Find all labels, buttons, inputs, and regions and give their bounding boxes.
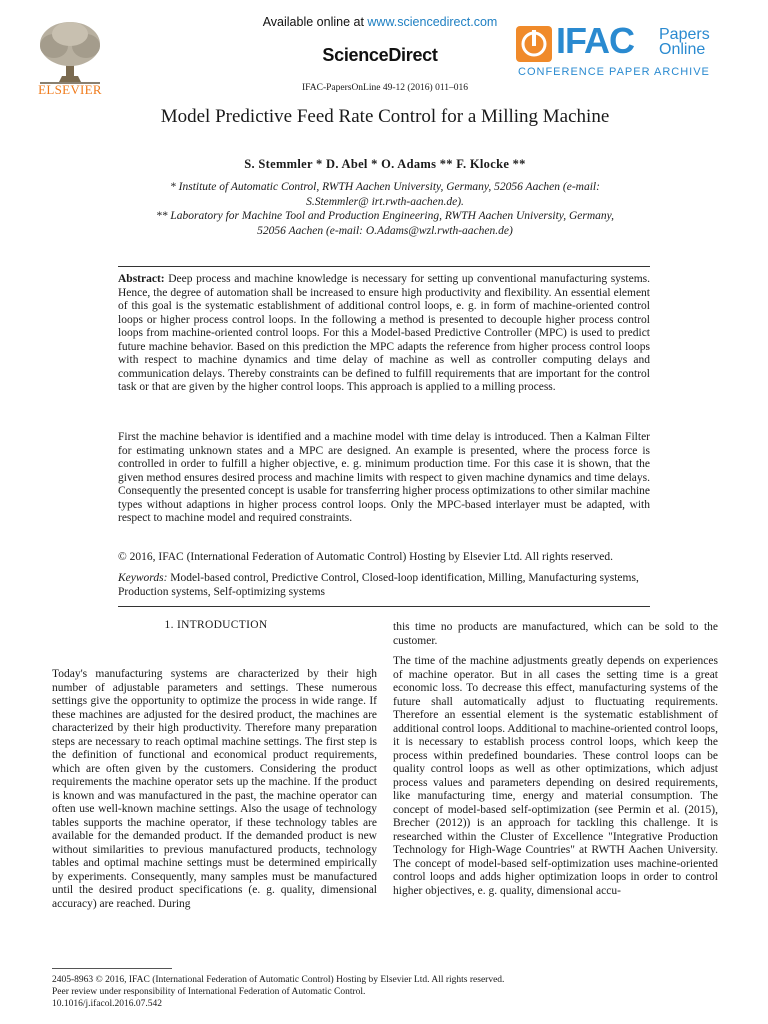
abstract-top-rule xyxy=(118,266,650,267)
keywords-text: Model-based control, Predictive Control, Closed-loop identification, Milling, Manufacturing systems, Production systems, Self-optimizing systems xyxy=(118,572,639,598)
section-heading-introduction: 1. INTRODUCTION xyxy=(164,619,268,631)
footer-copyright: 2405-8963 © 2016, IFAC (International Federation of Automatic Control) Hosting by Elsevier Ltd. All rights reserved. xyxy=(52,975,505,985)
ifac-papers: Papers xyxy=(659,26,710,43)
footer-peer-review: Peer review under responsibility of International Federation of Automatic Control. xyxy=(52,987,366,997)
keywords-label: Keywords: xyxy=(118,572,168,584)
ifac-papers-online xyxy=(659,27,710,57)
right-column-paragraph-1: this time no products are manufactured, which can be sold to the customer. xyxy=(393,621,718,647)
elsevier-wordmark: ELSEVIER xyxy=(38,82,102,97)
ifac-online: Online xyxy=(659,41,706,58)
abstract-label: Abstract: xyxy=(118,273,165,285)
abstract-copyright: © 2016, IFAC (International Federation of Automatic Control) Hosting by Elsevier Ltd. All rights reserved. xyxy=(118,551,613,563)
ifac-archive-tagline: CONFERENCE PAPER ARCHIVE xyxy=(518,66,710,78)
footer-rule xyxy=(52,968,172,969)
affiliations xyxy=(150,180,620,238)
left-column-text: Today's manufacturing systems are characterized by their high number of adjustable parameters and settings. These numerous settings give the opportunity to optimize the process in wide range. If these machines are adjusted for the desired product, the machines are characterized by their high productivity. Therefore many preparation steps are necessary to reach optimal machine settings. The first step is the definition of functional and economical product requirements, which are often given by the customers. Considering the product requirements the machine operator sets up the machine. If the product is known and was manufactured in the past, the machine operator can often use well-known machine settings. Also the usage of technology tables supports the machine operator, if these technology tables are available for the demanded product. If the demanded product is new without similarities to previous manufactured products, technology tables and optimal machine settings must be determined empirically by experiments. Consequently, many samples must be manufactured until the desired product specifications (e. g. quality, dimensional accuracy) are reached. During xyxy=(52,668,377,910)
abstract-bottom-rule xyxy=(118,606,650,607)
author-list: S. Stemmler * D. Abel * O. Adams ** F. Klocke ** xyxy=(244,157,526,171)
right-column xyxy=(393,621,718,898)
abstract-paragraph-2: First the machine behavior is identified and a machine model with time delay is introduced. Then a Kalman Filter for estimating unknown states and a MPC are designed. An example is presented, where the process force is controlled in order to fulfill a higher objective, e. g. minimum production time. For this case it is shown, that the given method ensures desired process and machine limits with respect to given machine dynamics and time delays. Consequently the presented concept is usable for transferring higher process optimizations to other similar machine types without adaptions in higher process control loops. Only the MPC-based interlayer must be adapted, with respect to machine model and required constraints. xyxy=(118,431,650,524)
available-prefix: Available online at xyxy=(262,15,368,29)
affiliation-2: ** Laboratory for Machine Tool and Production Engineering, RWTH Aachen University, Germany, 52056 Aachen (e-mail: O.Adams@wzl.rwth-aachen.de) xyxy=(155,210,615,237)
available-online-line xyxy=(230,15,530,29)
sciencedirect-logo: ScienceDirect xyxy=(322,45,438,65)
footer xyxy=(52,974,732,1010)
right-column-paragraph-2: The time of the machine adjustments greatly depends on experiences of machine operator. But in all cases the setting time is a great economic loss. To decrease this effect, manufacturing systems of the future shall automatically adjust to fluctuating requirements. Therefore an essential element is the systematic establishment of additional control loops. Additional to machine-oriented control loops, it is necessary to establish process control loops, which keep the process within predefined boundaries. These control loops can be quality control loops as well as other optimizations, which adjust process values and parameters depending on desired requirements, like manufacturing time, energy and material consumption. The concept of model-based self-optimization (see Permin et al. (2015), Brecher (2012)) is an approach for tackling this challenge. It is researched within the Cluster of Excellence "Integrative Production Technology for High-Wage Countries" at RWTH Aachen University. The concept of model-based self-optimization uses machine-oriented control loops and adds higher optimization loops in order to control higher objectives, e. g. quality, dimensional accu- xyxy=(393,655,718,897)
abstract-text-1: Deep process and machine knowledge is necessary for setting up conventional manufacturing systems. Hence, the degree of automation shall be increased to ensure high productivity and flexibility. An essential element of this goal is the systematic establishment of additional control loops, e. g. in form of machine-oriented control loops or higher process control loops. In the following a method is presented to decouple higher process control loops from machine-oriented control loops. For this a Model-based Predictive Controller (MPC) is used to predict future machine behavior. Based on this prediction the MPC adapts the reference from higher process control loops with respect to machine dynamics and time delay of machine as well as controller computing delays and communication delays. Thereby constraints can be defined to fulfill requirements that are important for the control task or that are given by the higher control loops. This approach is applied to a milling process. xyxy=(118,273,650,393)
keywords xyxy=(118,572,650,599)
journal-reference: IFAC-PapersOnLine 49-12 (2016) 011–016 xyxy=(302,83,468,93)
ifac-emblem-icon xyxy=(516,26,552,62)
affiliation-1: * Institute of Automatic Control, RWTH Aachen University, Germany, 52056 Aachen (e-mail: S.Stemmler@ irt.rwth-aachen.de). xyxy=(170,181,600,208)
ifac-word: IFAC xyxy=(556,20,635,61)
ifac-papersonline-logo xyxy=(516,20,726,82)
sciencedirect-link[interactable]: www.sciencedirect.com xyxy=(367,15,498,29)
footer-doi: 10.1016/j.ifacol.2016.07.542 xyxy=(52,999,163,1009)
abstract-paragraph-1 xyxy=(118,273,650,395)
paper-title: Model Predictive Feed Rate Control for a Milling Machine xyxy=(160,106,610,127)
